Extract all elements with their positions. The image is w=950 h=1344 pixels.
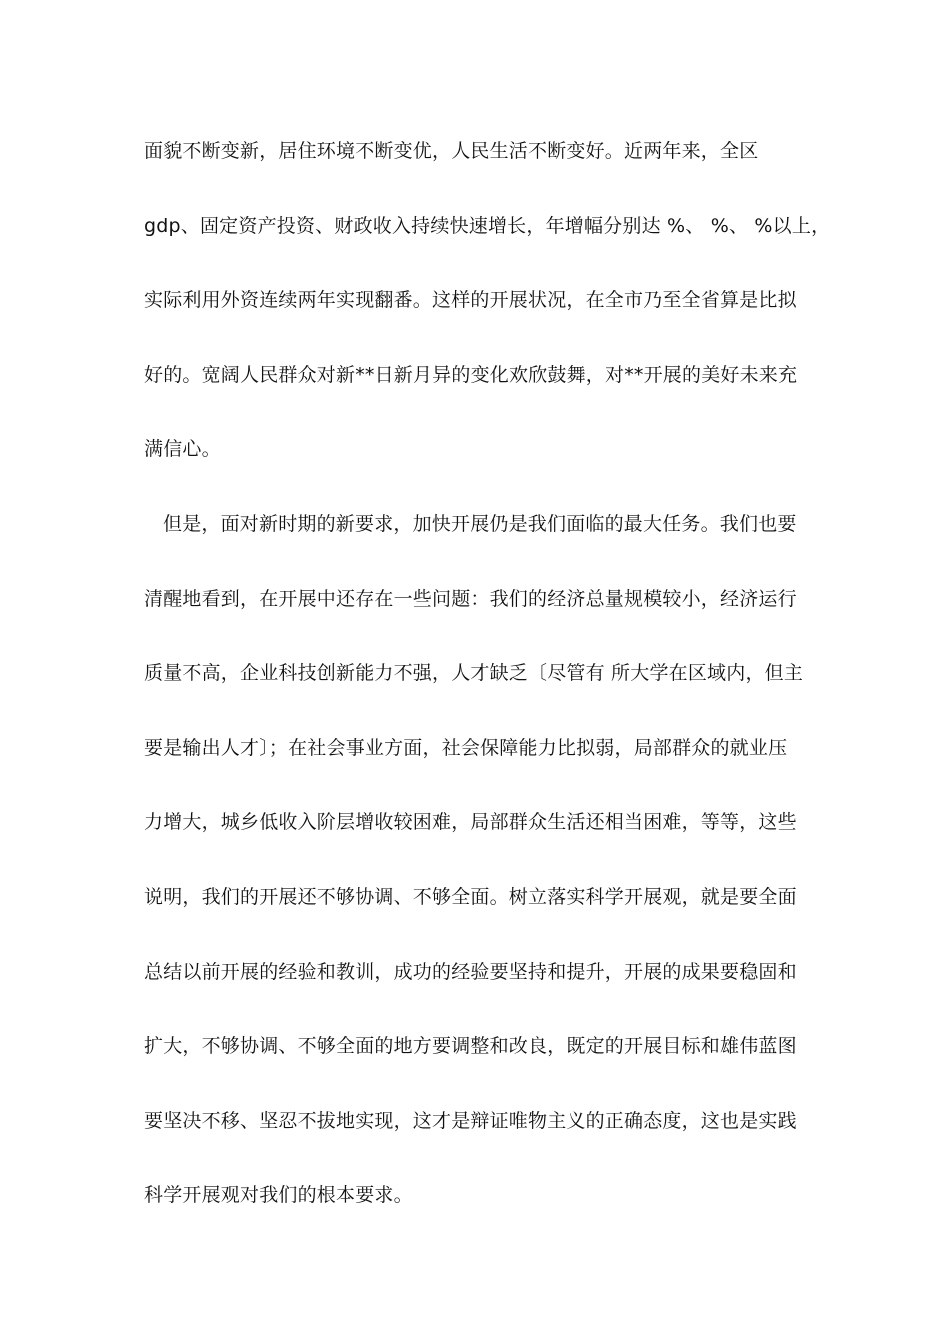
text-line-1: 面貌不断变新，居住环境不断变优，人民生活不断变好。近两年来，全区: [144, 140, 759, 162]
text-line-13: 扩大，不够协调、不够全面的地方要调整和改良，既定的开展目标和雄伟蓝图: [144, 1035, 797, 1058]
text-line-10: 力增大，城乡低收入阶层增收较困难，局部群众生活还相当困难，等等，这些: [144, 811, 797, 834]
body-text: [144, 131, 831, 1250]
text-line-2: gdp、固定资产投资、财政收入持续快速增长，年增幅分别达 %、 %、 %以上，: [144, 214, 831, 237]
text-line-7: 清醒地看到，在开展中还存在一些问题：我们的经济总量规模较小，经济运行: [144, 587, 797, 610]
text-line-15: 科学开展观对我们的根本要求。: [144, 1184, 413, 1207]
text-line-5: 满信心。: [144, 438, 221, 461]
text-line-4: 好的。宽阔人民群众对新**日新月异的变化欢欣鼓舞，对**开展的美好未来充: [144, 363, 798, 386]
text-line-12: 总结以前开展的经验和教训，成功的经验要坚持和提升，开展的成果要稳固和: [144, 960, 797, 983]
text-line-6: 但是，面对新时期的新要求，加快开展仍是我们面临的最大任务。我们也要: [163, 512, 797, 535]
text-line-3: 实际利用外资连续两年实现翻番。这样的开展状况，在全市乃至全省算是比拟: [144, 289, 797, 312]
text-line-8: 质量不高，企业科技创新能力不强，人才缺乏〔尽管有 所大学在区域内，但主: [144, 662, 804, 685]
text-line-9: 要是输出人才〕；在社会事业方面，社会保障能力比拟弱，局部群众的就业压: [144, 736, 788, 759]
text-line-11: 说明，我们的开展还不够协调、不够全面。树立落实科学开展观，就是要全面: [144, 885, 797, 908]
text-line-14: 要坚决不移、坚忍不拔地实现，这才是辩证唯物主义的正确态度，这也是实践: [144, 1109, 797, 1132]
